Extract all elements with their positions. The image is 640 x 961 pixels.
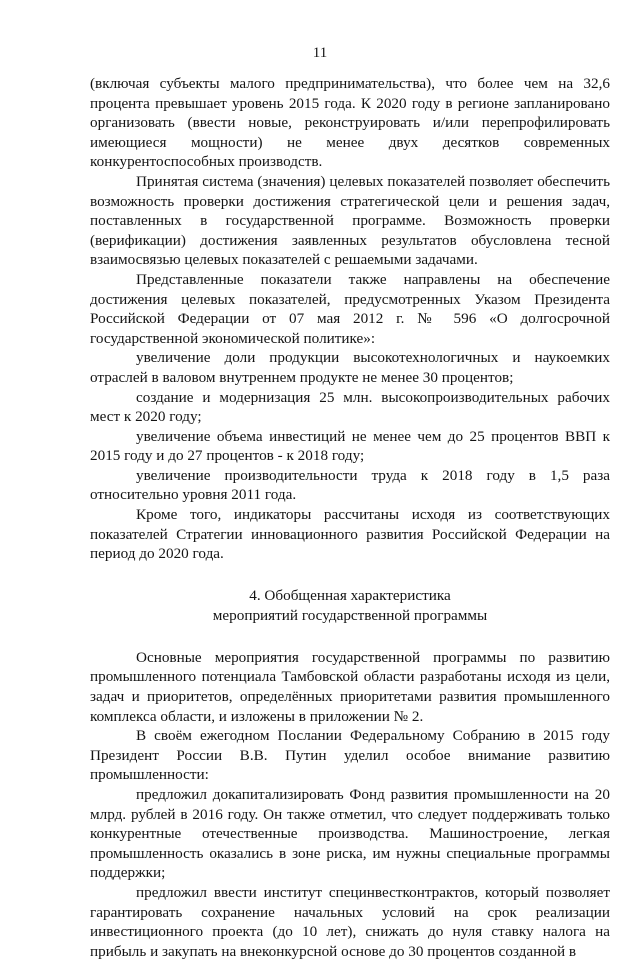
list-item-industry-fund: предложил докапитализировать Фонд развития промышленности на 20 млрд. рублей в 2016 году. Он также отметил, что следует поддерживать только конкурентные отечественные производства. Машиностроение, легкая промышленность оказались в зоне риска, им нужны специальные программы поддержки; [90, 786, 610, 882]
section-heading [90, 586, 610, 626]
list-item-special-contracts: предложил ввести институт специнвестконтрактов, который позволяет гарантировать сохранение начальных условий на срок реализации инвестиционного проекта (до 10 лет), снижать до нуля ставку налога на прибыль и закупать на внеконкурсной основе до 30 процентов созданной в [90, 883, 610, 960]
page-number: 11 [312, 45, 328, 61]
paragraph-indicator-system: Принятая система (значения) целевых показателей позволяет обеспечить возможность проверки достижения стратегической цели и решения задач, поставленных в государственной программе. Возможность проверки (верификации) достижения заявленных результатов обусловлена тесной взаимосвязью целевых показателей с решаемыми задачами. [90, 172, 610, 269]
document-body [90, 74, 610, 961]
paragraph-continuation: (включая субъекты малого предпринимательства), что более чем на 32,6 процента превышает уровень 2015 года. К 2020 году в регионе запланировано организовать (ввести новые, реконструировать и/или перепрофилировать имеющиеся мощности) не менее двух десятков современных конкурентоспособных производств. [90, 75, 610, 171]
list-item-productivity: увеличение производительности труда к 2018 году в 1,5 раза относительно уровня 2011 года. [90, 466, 610, 504]
paragraph-presidential-address: В своём ежегодном Послании Федеральному Собранию в 2015 году Президент России В.В. Путин уделил особое внимание развитию промышленности: [90, 727, 610, 784]
list-item-workplaces: создание и модернизация 25 млн. высокопроизводительных рабочих мест к 2020 году; [90, 388, 610, 426]
section-heading-line-2: мероприятий государственной программы [212, 606, 488, 624]
list-item-investment: увеличение объема инвестиций не менее чем до 25 процентов ВВП к 2015 году и до 27 процентов - к 2018 году; [90, 427, 610, 465]
section-heading-line-1: 4. Обобщенная характеристика [249, 586, 451, 604]
paragraph-presidential-decree: Представленные показатели также направлены на обеспечение достижения целевых показателей, предусмотренных Указом Президента Российской Федерации от 07 мая 2012 г. № 596 «О долгосрочной государственной экономической политике»: [90, 270, 610, 347]
paragraph-main-measures: Основные мероприятия государственной программы по развитию промышленного потенциала Тамбовской области разработаны исходя из цели, задач и приоритетов, определённых приоритетами развития промышленного комплекса области, и изложены в приложении № 2. [90, 648, 610, 725]
paragraph-innovation-strategy: Кроме того, индикаторы рассчитаны исходя из соответствующих показателей Стратегии инновационного развития Российской Федерации на период до 2020 года. [90, 506, 610, 563]
list-item-high-tech-share: увеличение доли продукции высокотехнологичных и наукоемких отраслей в валовом внутреннем продукте не менее 30 процентов; [90, 349, 610, 386]
